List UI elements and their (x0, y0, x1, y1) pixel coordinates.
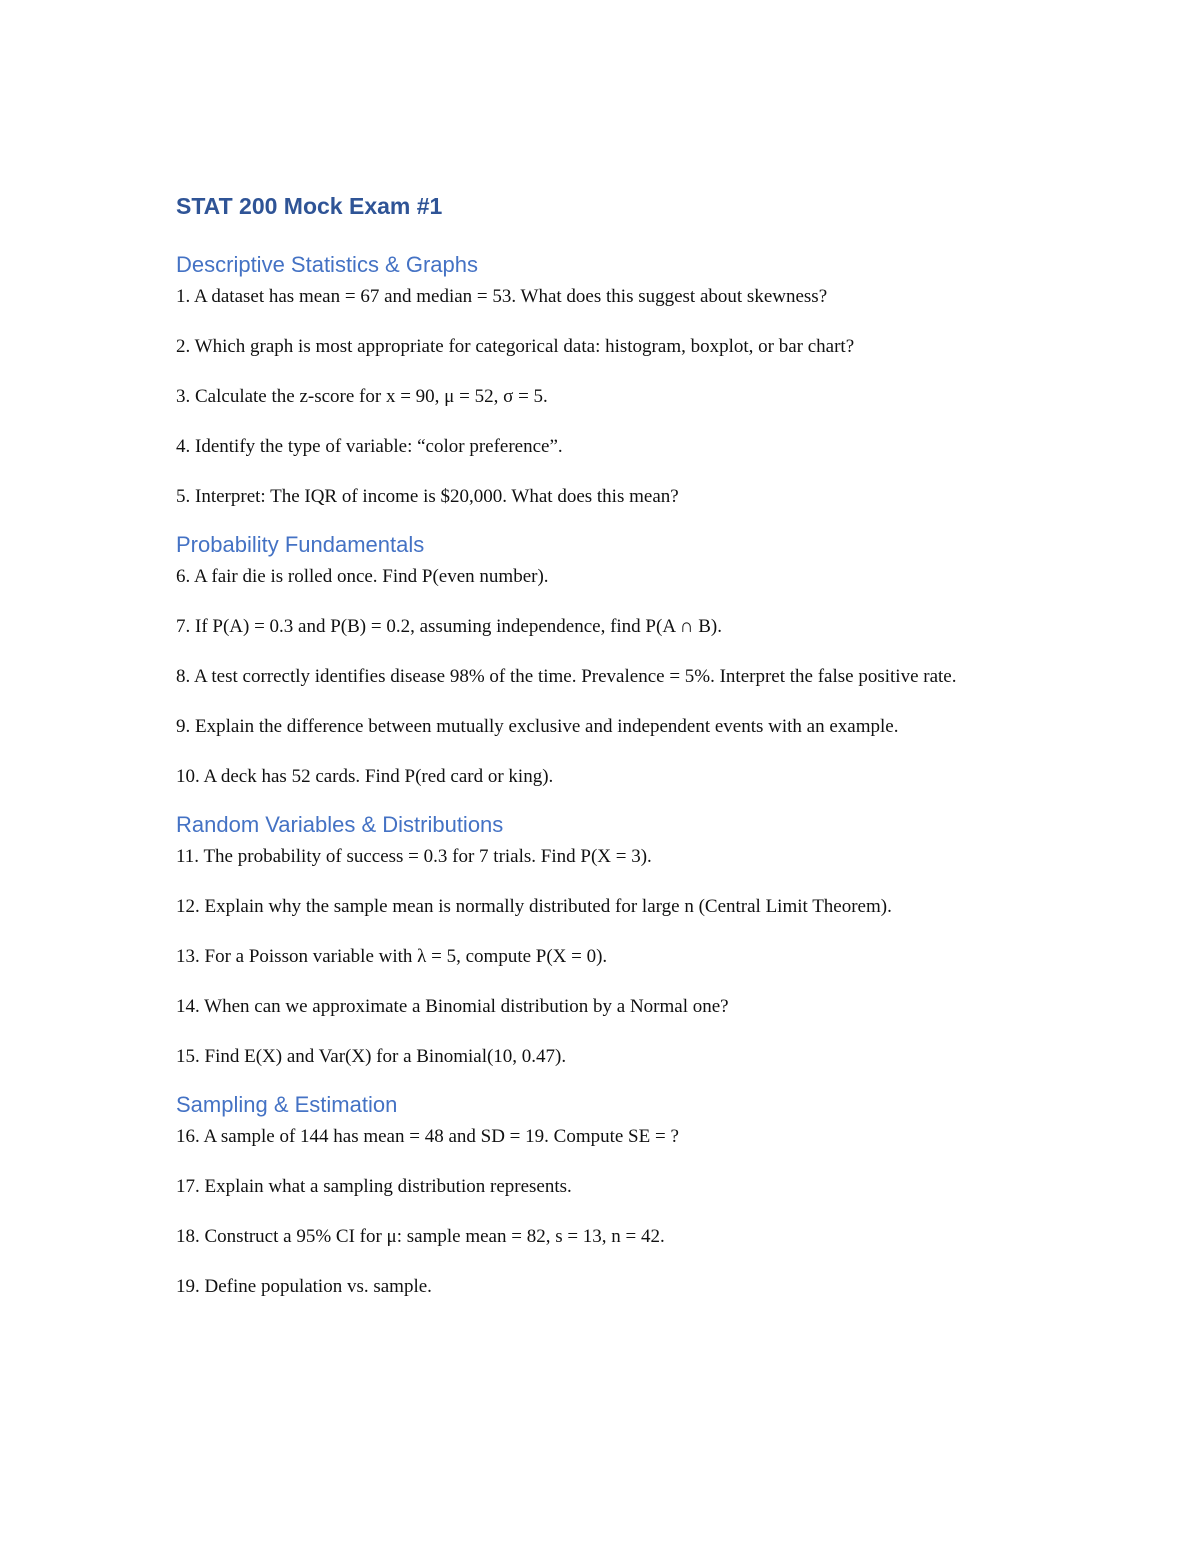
section-heading: Sampling & Estimation (176, 1092, 398, 1117)
section-heading: Random Variables & Distributions (176, 812, 504, 837)
question-13: 13. For a Poisson variable with λ = 5, compute P(X = 0). (176, 946, 608, 967)
question-12: 12. Explain why the sample mean is normally distributed for large n (Central Limit Theorem). (176, 896, 892, 917)
question-9: 9. Explain the difference between mutually exclusive and independent events with an example. (176, 716, 899, 737)
question-2: 2. Which graph is most appropriate for categorical data: histogram, boxplot, or bar chart? (176, 336, 855, 357)
question-5: 5. Interpret: The IQR of income is $20,000. What does this mean? (176, 486, 679, 507)
question-3: 3. Calculate the z-score for x = 90, μ = 52, σ = 5. (176, 386, 548, 407)
section-probability-fundamentals (176, 529, 1026, 791)
question-16: 16. A sample of 144 has mean = 48 and SD = 19. Compute SE = ? (176, 1126, 679, 1147)
section-heading: Probability Fundamentals (176, 532, 425, 557)
question-15: 15. Find E(X) and Var(X) for a Binomial(10, 0.47). (176, 1046, 567, 1067)
question-10: 10. A deck has 52 cards. Find P(red card or king). (176, 766, 554, 787)
question-7: 7. If P(A) = 0.3 and P(B) = 0.2, assuming independence, find P(A ∩ B). (176, 616, 722, 637)
document-title: STAT 200 Mock Exam #1 (176, 193, 443, 219)
question-19: 19. Define population vs. sample. (176, 1276, 432, 1297)
section-heading: Descriptive Statistics & Graphs (176, 252, 478, 277)
question-18: 18. Construct a 95% CI for μ: sample mean = 82, s = 13, n = 42. (176, 1226, 665, 1247)
question-8: 8. A test correctly identifies disease 98% of the time. Prevalence = 5%. Interpret the false positive rate. (176, 666, 957, 687)
section-random-variables (176, 809, 1026, 1071)
question-17: 17. Explain what a sampling distribution represents. (176, 1176, 572, 1197)
question-6: 6. A fair die is rolled once. Find P(even number). (176, 566, 549, 587)
question-4: 4. Identify the type of variable: “color preference”. (176, 436, 563, 457)
document-content (176, 190, 1026, 1319)
section-sampling-estimation (176, 1089, 1026, 1301)
question-11: 11. The probability of success = 0.3 for 7 trials. Find P(X = 3). (176, 846, 652, 867)
section-descriptive-statistics (176, 249, 1026, 511)
question-1: 1. A dataset has mean = 67 and median = 53. What does this suggest about skewness? (176, 286, 828, 307)
question-14: 14. When can we approximate a Binomial distribution by a Normal one? (176, 996, 729, 1017)
